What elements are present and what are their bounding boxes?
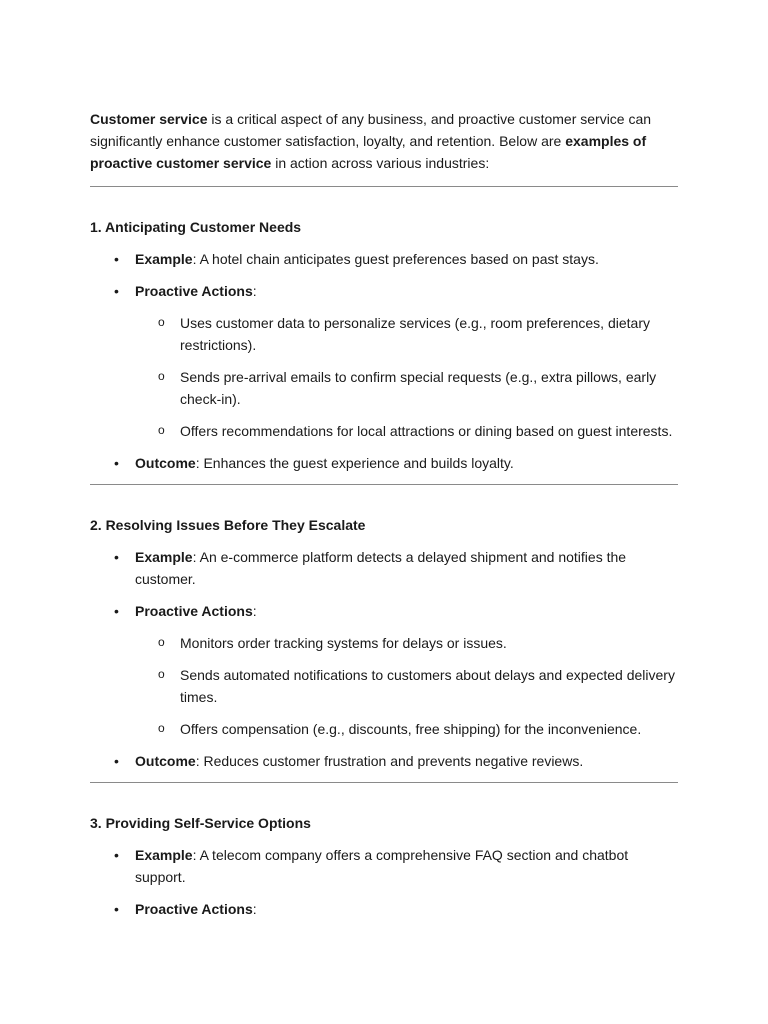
section-3 (90, 812, 678, 920)
actions-colon: : (252, 283, 257, 299)
document-page (90, 108, 678, 930)
intro-paragraph (90, 108, 678, 174)
section-title: 1. Anticipating Customer Needs (90, 219, 302, 235)
sub-list-item: o Offers compensation (e.g., discounts, free shipping) for the inconvenience. (90, 718, 678, 740)
proactive-actions-item (90, 280, 678, 442)
example-label: Example (135, 847, 193, 863)
bullet-list (90, 844, 678, 920)
sub-list-item: o Sends automated notifications to customers about delays and expected delivery times. (90, 664, 678, 708)
intro-text-2: in action across various industries: (271, 155, 490, 171)
actions-colon: : (252, 603, 257, 619)
section-1 (90, 216, 678, 474)
intro-bold-customer-service: Customer service (90, 111, 208, 127)
outcome-label: Outcome (135, 455, 196, 471)
actions-label: Proactive Actions (135, 283, 253, 299)
actions-colon: : (252, 901, 257, 917)
proactive-actions-item (90, 898, 678, 920)
example-text: : An e-commerce platform detects a delayed shipment and notifies the customer. (135, 549, 627, 587)
outcome-item (90, 452, 678, 474)
example-item (90, 844, 678, 888)
example-text: : A hotel chain anticipates guest preferences based on past stays. (192, 251, 599, 267)
divider (90, 782, 678, 783)
intro-text-1: is a critical aspect of any business, and proactive customer service can significantly enhance customer satisfaction, loyalty, and retention. Below are (90, 111, 652, 149)
divider (90, 186, 678, 187)
divider (90, 484, 678, 485)
actions-label: Proactive Actions (135, 901, 253, 917)
example-label: Example (135, 251, 193, 267)
sub-list-item: o Sends pre-arrival emails to confirm special requests (e.g., extra pillows, early check-in). (90, 366, 678, 410)
example-label: Example (135, 549, 193, 565)
sub-list-item: o Uses customer data to personalize services (e.g., room preferences, dietary restrictions). (90, 312, 678, 356)
example-item (90, 248, 678, 270)
section-title: 2. Resolving Issues Before They Escalate (90, 517, 366, 533)
outcome-text: : Reduces customer frustration and prevents negative reviews. (195, 753, 584, 769)
example-text: : A telecom company offers a comprehensive FAQ section and chatbot support. (135, 847, 629, 885)
outcome-text: : Enhances the guest experience and builds loyalty. (195, 455, 514, 471)
proactive-actions-item (90, 600, 678, 740)
outcome-label: Outcome (135, 753, 196, 769)
bullet-list (90, 248, 678, 474)
section-2 (90, 514, 678, 772)
outcome-item (90, 750, 678, 772)
sub-list (135, 312, 678, 442)
bullet-list (90, 546, 678, 772)
section-title: 3. Providing Self-Service Options (90, 815, 311, 831)
intro-bold-examples: examples of proactive customer service (90, 133, 647, 171)
actions-label: Proactive Actions (135, 603, 253, 619)
example-item (90, 546, 678, 590)
sub-list-item: o Offers recommendations for local attractions or dining based on guest interests. (90, 420, 678, 442)
sub-list-item: o Monitors order tracking systems for delays or issues. (90, 632, 678, 654)
sub-list (135, 632, 678, 740)
